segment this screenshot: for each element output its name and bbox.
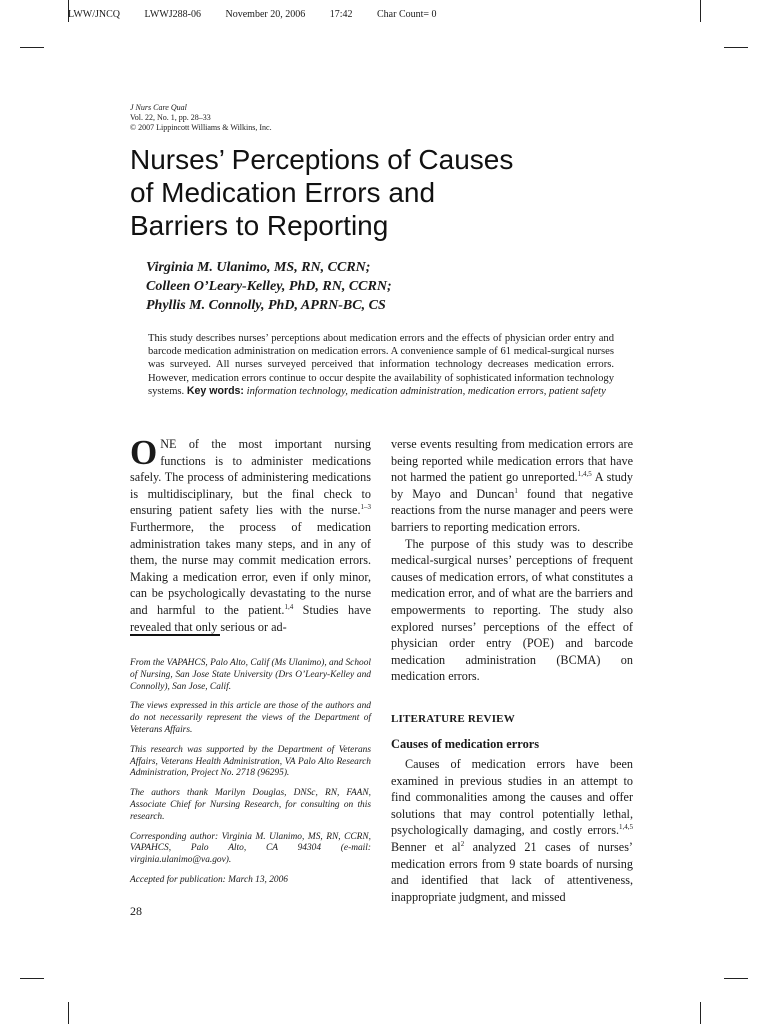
footnote-disclaimer: The views expressed in this article are those of the authors and do not necessarily represent the views of the Department of Veterans Affairs. xyxy=(130,701,371,735)
body-paragraph xyxy=(391,756,633,905)
slug-publisher: LWW/JNCQ xyxy=(68,9,121,20)
footnote-accepted: Accepted for publication: March 13, 2006 xyxy=(130,874,288,885)
paragraph-text: verse events resulting from medication errors are being reported while medication errors that have not harmed the patient go unreported. xyxy=(391,437,633,485)
crop-mark xyxy=(20,47,44,48)
journal-copyright: © 2007 Lippincott Williams & Wilkins, Inc. xyxy=(130,123,272,132)
paragraph-text: NE of the most important nursing functions is to administer medications safely. The process of administering medications is multidisciplinary, but the final check to ensuring patient safety lies with the nurse. xyxy=(130,437,371,518)
slug-date: November 20, 2006 xyxy=(225,9,306,20)
subsection-heading: Causes of medication errors xyxy=(391,736,540,751)
author: Colleen O’Leary-Kelley, PhD, RN, CCRN; xyxy=(146,279,392,294)
drop-cap: O xyxy=(130,433,158,472)
title-line: Barriers to Reporting xyxy=(130,210,389,241)
crop-mark xyxy=(700,1002,701,1024)
title-line: of Medication Errors and xyxy=(130,177,436,208)
crop-mark xyxy=(20,978,44,979)
body-paragraph: The purpose of this study was to describe medical-surgical nurses’ perceptions of frequent causes of medication errors, of what constitutes a medication error, and of what are the barriers and empowerments to reporting. The study also explored nurses’ perceptions of the effect of physician order entry (POE) and barcode medication administration (BCMA) on medication errors. xyxy=(391,536,633,684)
crop-mark xyxy=(724,978,748,979)
paragraph-text: Causes of medication errors have been examined in previous studies in an attempt to find commonalities among the causes and offer solutions that may control potentially lethal, psychologically damaging, and costly errors. xyxy=(391,757,633,838)
slug-char-count: Char Count= 0 xyxy=(377,9,437,20)
crop-mark xyxy=(68,1002,69,1024)
body-column-left xyxy=(130,433,371,635)
citation: 1,4 xyxy=(284,602,294,611)
citation: 1–3 xyxy=(360,503,371,512)
paragraph-text: Benner et al xyxy=(391,840,461,855)
keywords-label: Key words: xyxy=(186,384,244,397)
title-line: Nurses’ Perceptions of Causes xyxy=(130,144,514,175)
footnote-acknowledgment: The authors thank Marilyn Douglas, DNSc, RN, FAAN, Associate Chief for Nursing Research, for consulting on this research. xyxy=(130,788,371,822)
keywords: information technology, medication administration, medication errors, patient safety xyxy=(246,385,606,397)
slug-code: LWWJ288-06 xyxy=(144,9,201,20)
paragraph-text: Studies have revealed that only serious or ad- xyxy=(130,602,371,634)
article-title xyxy=(130,143,600,242)
journal-meta xyxy=(130,103,272,133)
footnote-rule xyxy=(130,634,220,636)
body-paragraph xyxy=(391,436,633,536)
footnote-affiliation: From the VAPAHCS, Palo Alto, Calif (Ms Ulanimo), and School of Nursing, San Jose State University (Drs O’Leary-Kelley and Connolly), San Jose, Calif. xyxy=(130,658,371,692)
journal-volume: Vol. 22, No. 1, pp. 28–33 xyxy=(130,113,211,122)
abstract xyxy=(148,332,614,398)
printer-slug xyxy=(68,9,459,20)
abstract-text: This study describes nurses’ perceptions about medication errors and the effects of physician order entry and barcode medication administration on medication errors. A convenience sample of 61 medical-surgical nurses was surveyed. All nurses surveyed perceived that information technology decreases medication errors. However, medication errors continue to occur despite the availability of sophisticated information technology systems. xyxy=(148,333,614,397)
citation: 1,4,5 xyxy=(619,823,633,832)
section-heading: LITERATURE REVIEW xyxy=(391,712,515,725)
paragraph-text: Furthermore, the process of medication administration takes many steps, and in any of them, the nurse may commit medication errors. Making a medication error, even if only minor, can be psychologically devastating to the nurse and harmful to the patient. xyxy=(130,519,371,617)
citation: 1,4,5 xyxy=(577,470,592,479)
paragraph-text: analyzed 21 cases of nurses’ medication errors from 9 state boards of nursing and identified that lack of attentiveness, inappropriate judgment, and missed xyxy=(391,840,633,904)
slug-time: 17:42 xyxy=(329,9,353,20)
author: Virginia M. Ulanimo, MS, RN, CCRN; xyxy=(146,260,371,275)
author-list xyxy=(146,258,392,315)
footnote-funding: This research was supported by the Department of Veterans Affairs, Veterans Health Administration, VA Palo Alto Research Administration, Project No. 2718 (96295). xyxy=(130,744,371,779)
crop-mark xyxy=(724,47,748,48)
footnote-correspondence: Corresponding author: Virginia M. Ulanimo, MS, RN, CCRN, VAPAHCS, Palo Alto, CA 94304 (e-mail: virginia.ulanimo@va.gov). xyxy=(130,831,371,866)
journal-name: J Nurs Care Qual xyxy=(130,103,187,112)
body-paragraph xyxy=(130,433,371,635)
paragraph-text: found that negative reactions from the nurse manager and peers were barriers to reporting medication errors. xyxy=(391,486,633,534)
crop-mark xyxy=(700,0,701,22)
citation: 2 xyxy=(460,840,465,848)
paragraph-text: A study by Mayo and Duncan xyxy=(391,470,633,501)
footnotes xyxy=(130,658,371,895)
page-number: 28 xyxy=(130,904,142,918)
author: Phyllis M. Connolly, PhD, APRN-BC, CS xyxy=(146,298,386,313)
body-column-right xyxy=(391,436,633,905)
citation: 1 xyxy=(514,486,518,495)
